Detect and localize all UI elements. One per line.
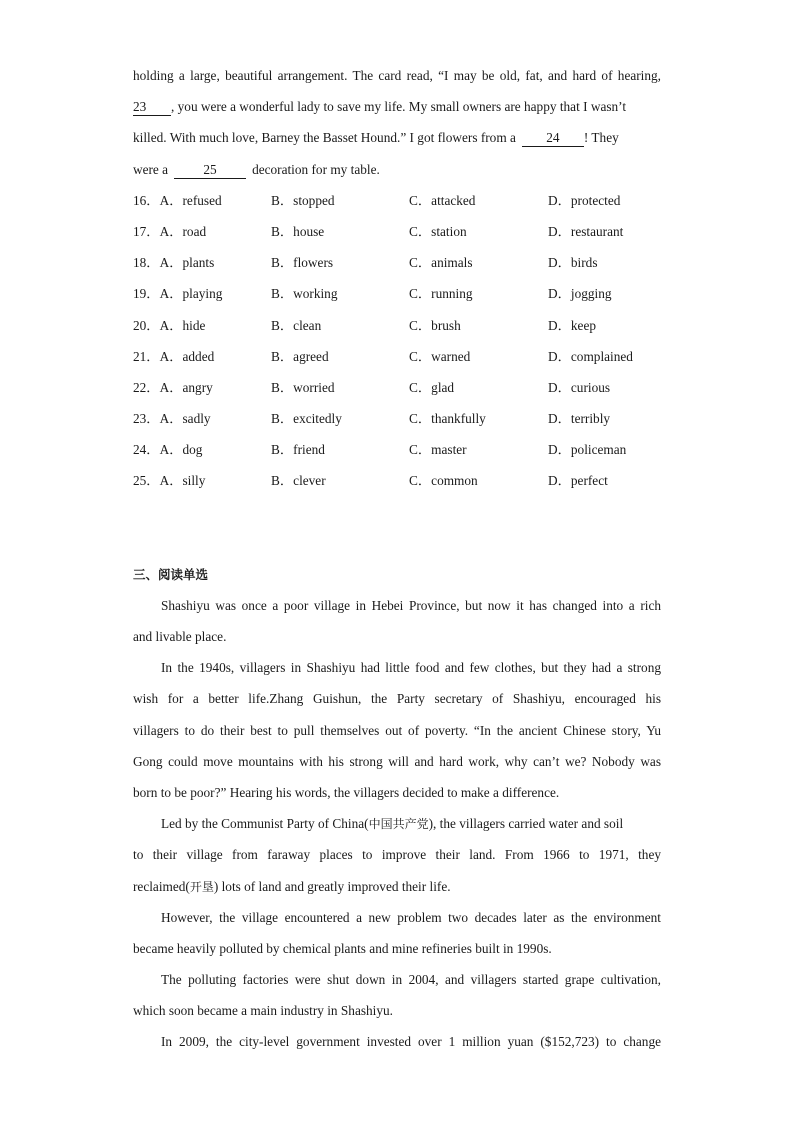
question-option-a[interactable]: 16．A．refused [133, 192, 222, 208]
question-option-a[interactable]: 24．A．dog [133, 442, 203, 458]
cloze-line-4-end: decoration for my table. [252, 161, 380, 177]
question-option-c[interactable]: C．glad [409, 379, 455, 395]
question-option-b[interactable]: B．flowers [271, 255, 334, 271]
question-option-c[interactable]: C．warned [409, 348, 471, 364]
cloze-passage-tail [133, 60, 661, 185]
question-option-c[interactable]: C．running [409, 286, 473, 302]
question-option-b[interactable]: B．stopped [271, 192, 335, 208]
paragraph-line: and livable place. [133, 629, 227, 644]
question-option-c[interactable]: C．master [409, 442, 467, 458]
reading-passage [133, 590, 661, 1058]
question-option-c[interactable]: C．station [409, 223, 467, 239]
question-option-d[interactable]: D．terribly [548, 411, 611, 427]
question-option-a[interactable]: 20．A．hide [133, 317, 206, 333]
question-option-a[interactable]: 18．A．plants [133, 255, 215, 271]
question-option-c[interactable]: C．thankfully [409, 411, 486, 427]
cloze-line-3-end: ! They [583, 130, 619, 146]
question-option-b[interactable]: B．worried [271, 379, 335, 395]
question-option-b[interactable]: B．clean [271, 317, 322, 333]
question-option-a[interactable]: 23．A．sadly [133, 411, 211, 427]
blank-25: 25 [174, 162, 246, 179]
question-row-18 [133, 247, 661, 278]
question-row-16 [133, 185, 661, 216]
question-row-24 [133, 434, 661, 465]
cloze-line-3-start: killed. With much love, Barney the Basset Hound.” I got flowers from a [133, 130, 516, 146]
cloze-line-3 [133, 122, 661, 153]
paragraph-line: The polluting factories were shut down in 2004, and villagers started grape cultivation, [161, 972, 661, 988]
question-option-c[interactable]: C．animals [409, 255, 473, 271]
question-option-b[interactable]: B．house [271, 223, 325, 239]
paragraph-line: In the 1940s, villagers in Shashiyu had little food and few clothes, but they had a strong [161, 660, 661, 676]
question-option-b[interactable]: B．clever [271, 473, 326, 489]
blank-24: 24 [522, 130, 584, 147]
paragraph-line: reclaimed(开垦) lots of land and greatly improved their life. [133, 878, 451, 894]
cloze-line-2 [133, 91, 661, 122]
question-option-d[interactable]: D．keep [548, 317, 596, 333]
question-option-d[interactable]: D．complained [548, 348, 633, 364]
cloze-line-4 [133, 154, 661, 185]
question-option-c[interactable]: C．brush [409, 317, 461, 333]
question-option-b[interactable]: B．working [271, 286, 338, 302]
question-option-c[interactable]: C．common [409, 473, 478, 489]
question-row-19 [133, 278, 661, 309]
question-row-23 [133, 403, 661, 434]
paragraph-line: to their village from faraway places to improve their land. From 1966 to 1971, they [133, 847, 661, 863]
question-option-b[interactable]: B．friend [271, 442, 325, 458]
paragraph-line: which soon became a main industry in Shashiyu. [133, 1003, 393, 1019]
paragraph-line: Led by the Communist Party of China(中国共产党), the villagers carried water and soil [161, 816, 624, 832]
paragraph-line: wish for a better life.Zhang Guishun, the Party secretary of Shashiyu, encouraged his [133, 691, 661, 707]
blank-23: 23 [133, 99, 171, 116]
question-option-b[interactable]: B．excitedly [271, 411, 342, 427]
question-option-a[interactable]: 21．A．added [133, 348, 215, 364]
question-option-d[interactable]: D．jogging [548, 286, 612, 302]
question-option-d[interactable]: D．curious [548, 379, 611, 395]
question-option-d[interactable]: D．perfect [548, 473, 608, 489]
question-option-c[interactable]: C．attacked [409, 192, 476, 208]
question-list [133, 185, 661, 497]
paragraph-line: However, the village encountered a new problem two decades later as the environment [161, 909, 661, 925]
cloze-line-1: holding a large, beautiful arrangement. The card read, “I may be old, fat, and hard of hearing, [133, 68, 661, 83]
paragraph-line: Shashiyu was once a poor village in Hebei Province, but now it has changed into a rich [161, 597, 661, 613]
question-option-a[interactable]: 25．A．silly [133, 473, 206, 489]
question-option-a[interactable]: 19．A．playing [133, 286, 223, 302]
paragraph-line: became heavily polluted by chemical plants and mine refineries built in 1990s. [133, 940, 552, 956]
question-row-25 [133, 465, 661, 496]
paragraph-line: Gong could move mountains with his strong will and hard work, why can’t we? Nobody was [133, 753, 661, 769]
cloze-line-2-text: , you were a wonderful lady to save my life. My small owners are happy that I wasn’t [171, 99, 627, 115]
document-page [133, 60, 661, 1058]
question-row-22 [133, 372, 661, 403]
question-option-d[interactable]: D．birds [548, 255, 598, 271]
question-row-17 [133, 216, 661, 247]
question-row-21 [133, 341, 661, 372]
question-option-d[interactable]: D．restaurant [548, 223, 624, 239]
question-option-b[interactable]: B．agreed [271, 348, 329, 364]
paragraph-line: born to be poor?” Hearing his words, the villagers decided to make a difference. [133, 784, 560, 800]
paragraph-line: In 2009, the city-level government invested over 1 million yuan ($152,723) to change [161, 1034, 661, 1050]
question-option-a[interactable]: 17．A．road [133, 223, 207, 239]
question-row-20 [133, 310, 661, 341]
cloze-line-4-start: were a [133, 161, 169, 177]
question-option-d[interactable]: D．policeman [548, 442, 627, 458]
question-option-a[interactable]: 22．A．angry [133, 379, 213, 395]
section-title: 三、阅读单选 [133, 566, 209, 582]
paragraph-line: villagers to do their best to pull themselves out of poverty. “In the ancient Chinese story, Yu [133, 722, 661, 738]
question-option-d[interactable]: D．protected [548, 192, 621, 208]
